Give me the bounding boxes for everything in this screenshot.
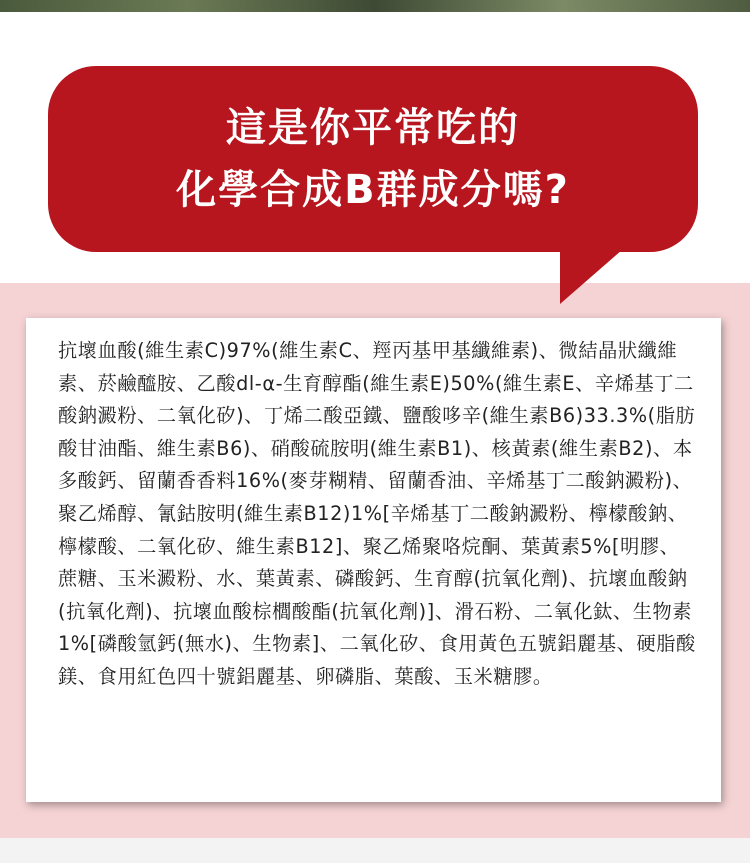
- headline-line-1: 這是你平常吃的: [226, 105, 520, 151]
- ingredients-list: 抗壞血酸(維生素C)97%(維生素C、羥丙基甲基纖維素)、微結晶狀纖維素、菸鹼醯胺、乙酸dl-α-生育醇酯(維生素E)50%(維生素E、辛烯基丁二酸鈉澱粉、二氧化矽)、丁烯二酸亞鐵、鹽酸哆辛(維生素B6)33.3%(脂肪酸甘油酯、維生素B6)、硝酸硫胺明(維生素B1)、核黃素(維生素B2)、本多酸鈣、留蘭香香料16%(麥芽糊精、留蘭香油、辛烯基丁二酸鈉澱粉)、聚乙烯醇、氰鈷胺明(維生素B12)1%[辛烯基丁二酸鈉澱粉、檸檬酸鈉、檸檬酸、二氧化矽、維生素B12]、聚乙烯聚咯烷酮、葉黃素5%[明膠、蔗糖、玉米澱粉、水、葉黃素、磷酸鈣、生育醇(抗氧化劑)、抗壞血酸鈉(抗氧化劑)、抗壞血酸棕櫚酸酯(抗氧化劑)]、滑石粉、二氧化鈦、生物素1%[磷酸氫鈣(無水)、生物素]、二氧化矽、食用黃色五號鋁麗基、硬脂酸鎂、食用紅色四十號鋁麗基、卵磷脂、葉酸、玉米糖膠。: [58, 339, 696, 688]
- top-photo-strip: [0, 0, 750, 12]
- speech-bubble-tail: [560, 236, 638, 304]
- headline-line-2: 化學合成B群成分嗎?: [176, 167, 570, 213]
- speech-bubble: [48, 66, 698, 252]
- bottom-strip: [0, 838, 750, 863]
- ingredients-card: [26, 318, 721, 802]
